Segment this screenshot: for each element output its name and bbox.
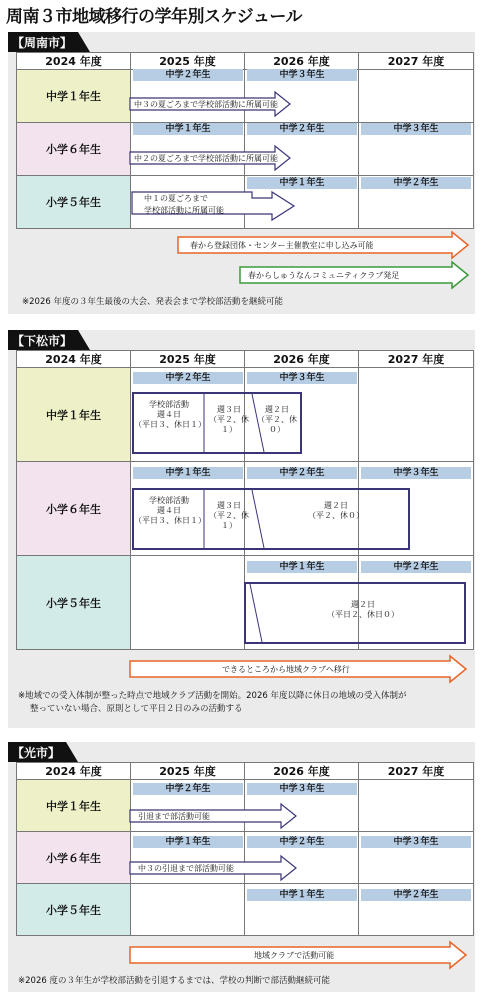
arrow-label: 中１の夏ごろまで bbox=[144, 194, 208, 203]
text-line: 週４日 bbox=[157, 506, 181, 515]
grade-chip: 中学２年生 bbox=[361, 177, 471, 189]
kudamatsu-note bbox=[18, 690, 406, 716]
row-label-chu1: 中学１年生 bbox=[17, 780, 131, 832]
box-text bbox=[134, 400, 204, 430]
text-line: 学校部活動 bbox=[149, 400, 189, 409]
text-line: （平２、休１） bbox=[209, 415, 249, 434]
year-header-2024: 2024 年度 bbox=[17, 351, 131, 368]
box-text bbox=[264, 501, 408, 521]
year-header-2027: 2027 年度 bbox=[359, 763, 474, 780]
arrow-label: 引退まで部活動可能 bbox=[138, 812, 210, 821]
year-header-2027: 2027 年度 bbox=[359, 53, 474, 70]
grade-chip: 中学３年生 bbox=[247, 372, 357, 384]
timeline-label: 春からしゅうなんコミュニティクラブ発足 bbox=[248, 271, 400, 280]
kudamatsu-box-2 bbox=[132, 488, 410, 550]
grade-chip: 中学２年生 bbox=[361, 561, 471, 573]
grade-chip: 中学２年生 bbox=[361, 889, 471, 901]
year-header-2025: 2025 年度 bbox=[131, 53, 245, 70]
text-line: 週４日 bbox=[157, 410, 181, 419]
grade-chip: 中学１年生 bbox=[247, 889, 357, 901]
text-line: （平日３、休日１） bbox=[134, 516, 206, 525]
grade-chip: 中学３年生 bbox=[247, 783, 357, 795]
kudamatsu-box-1 bbox=[132, 392, 302, 454]
year-header-2026: 2026 年度 bbox=[245, 53, 359, 70]
box-text bbox=[204, 405, 254, 435]
shunan-note: ※2026 年度の３年生最後の大会、発表会まで学校部活動を継続可能 bbox=[22, 297, 283, 307]
year-header-2027: 2027 年度 bbox=[359, 351, 474, 368]
grade-chip: 中学１年生 bbox=[133, 836, 243, 848]
kudamatsu-box-3 bbox=[244, 582, 466, 644]
note-line: ※地域での受入体制が整った時点で地域クラブ活動を開始。2026 年度以降に休日の地域の受入体制が bbox=[18, 691, 407, 701]
row-label-sho6: 小学６年生 bbox=[17, 462, 131, 556]
year-header-2024: 2024 年度 bbox=[17, 763, 131, 780]
hikari-panel bbox=[8, 742, 475, 992]
hikari-tag: 【光市】 bbox=[8, 742, 66, 762]
shunan-timeline-orange bbox=[178, 232, 468, 258]
arrow-label: 中３の夏ごろまで学校部活動に所属可能 bbox=[134, 100, 278, 109]
timeline-label: 春から登録団体・センター主催教室に申し込み可能 bbox=[190, 241, 374, 250]
grade-chip: 中学２年生 bbox=[133, 372, 243, 384]
timeline-label: できるところから地域クラブへ移行 bbox=[222, 665, 350, 674]
grade-chip: 中学３年生 bbox=[361, 123, 471, 135]
note-line: 整っていない場合、原則として平日２日のみの活動する bbox=[30, 704, 243, 714]
box-text bbox=[134, 496, 204, 526]
kudamatsu-tag: 【下松市】 bbox=[8, 330, 78, 350]
grade-chip: 中学２年生 bbox=[247, 123, 357, 135]
grade-chip: 中学１年生 bbox=[133, 123, 243, 135]
year-header-2024: 2024 年度 bbox=[17, 53, 131, 70]
text-line: （平２、休０） bbox=[308, 511, 364, 520]
arrow-label: 中２の夏ごろまで学校部活動に所属可能 bbox=[134, 154, 278, 163]
grade-chip: 中学２年生 bbox=[133, 783, 243, 795]
text-line: （平２、休１） bbox=[209, 511, 249, 530]
grade-chip: 中学２年生 bbox=[247, 836, 357, 848]
shunan-arrow-3 bbox=[132, 192, 294, 220]
box-text bbox=[252, 405, 302, 435]
grade-chip: 中学３年生 bbox=[361, 836, 471, 848]
text-line: 学校部活動 bbox=[149, 496, 189, 505]
row-label-chu1: 中学１年生 bbox=[17, 70, 131, 123]
text-line: （平２、休０） bbox=[257, 415, 297, 434]
row-label-chu1: 中学１年生 bbox=[17, 368, 131, 462]
row-label-sho6: 小学６年生 bbox=[17, 832, 131, 884]
arrow-label: 中３の引退まで部活動可能 bbox=[138, 864, 234, 873]
kudamatsu-timeline-orange bbox=[130, 656, 466, 682]
grade-chip: 中学１年生 bbox=[247, 561, 357, 573]
hikari-arrow-1 bbox=[130, 804, 296, 828]
text-line: 週３日 bbox=[217, 405, 241, 414]
text-line: 週３日 bbox=[217, 501, 241, 510]
timeline-label: 地域クラブで活動可能 bbox=[254, 951, 335, 960]
text-line: （平日２、休日０） bbox=[327, 610, 399, 619]
shunan-timeline-green bbox=[240, 262, 468, 288]
hikari-timeline-orange bbox=[130, 942, 466, 968]
shunan-arrow-1 bbox=[130, 92, 290, 116]
text-line: 週２日 bbox=[351, 600, 375, 609]
grade-chip: 中学３年生 bbox=[247, 69, 357, 81]
text-line: 週２日 bbox=[324, 501, 348, 510]
shunan-panel bbox=[8, 32, 475, 314]
box-text bbox=[262, 600, 464, 620]
grade-chip: 中学２年生 bbox=[247, 467, 357, 479]
grade-chip: 中学１年生 bbox=[133, 467, 243, 479]
year-header-2025: 2025 年度 bbox=[131, 763, 245, 780]
grade-chip: 中学２年生 bbox=[133, 69, 243, 81]
grade-chip: 中学１年生 bbox=[247, 177, 357, 189]
box-text bbox=[204, 501, 254, 531]
kudamatsu-panel bbox=[8, 330, 475, 728]
row-label-sho5: 小学５年生 bbox=[17, 556, 131, 650]
hikari-arrow-2 bbox=[130, 856, 296, 880]
shunan-tag: 【周南市】 bbox=[8, 32, 78, 52]
shunan-arrow-2 bbox=[130, 146, 290, 170]
arrow-label: 学校部活動に所属可能 bbox=[144, 206, 224, 215]
year-header-2026: 2026 年度 bbox=[245, 763, 359, 780]
text-line: （平日３、休日１） bbox=[134, 420, 206, 429]
row-label-sho5: 小学５年生 bbox=[17, 176, 131, 229]
hikari-note: ※2026 度の３年生が学校部活動を引退するまでは、学校の判断で部活動継続可能 bbox=[18, 976, 330, 986]
grade-chip: 中学３年生 bbox=[361, 467, 471, 479]
year-header-2026: 2026 年度 bbox=[245, 351, 359, 368]
year-header-2025: 2025 年度 bbox=[131, 351, 245, 368]
text-line: 週２日 bbox=[265, 405, 289, 414]
page-title: 周南３市地域移行の学年別スケジュール bbox=[6, 7, 302, 27]
row-label-sho5: 小学５年生 bbox=[17, 884, 131, 936]
row-label-sho6: 小学６年生 bbox=[17, 123, 131, 176]
hikari-table bbox=[16, 762, 474, 936]
